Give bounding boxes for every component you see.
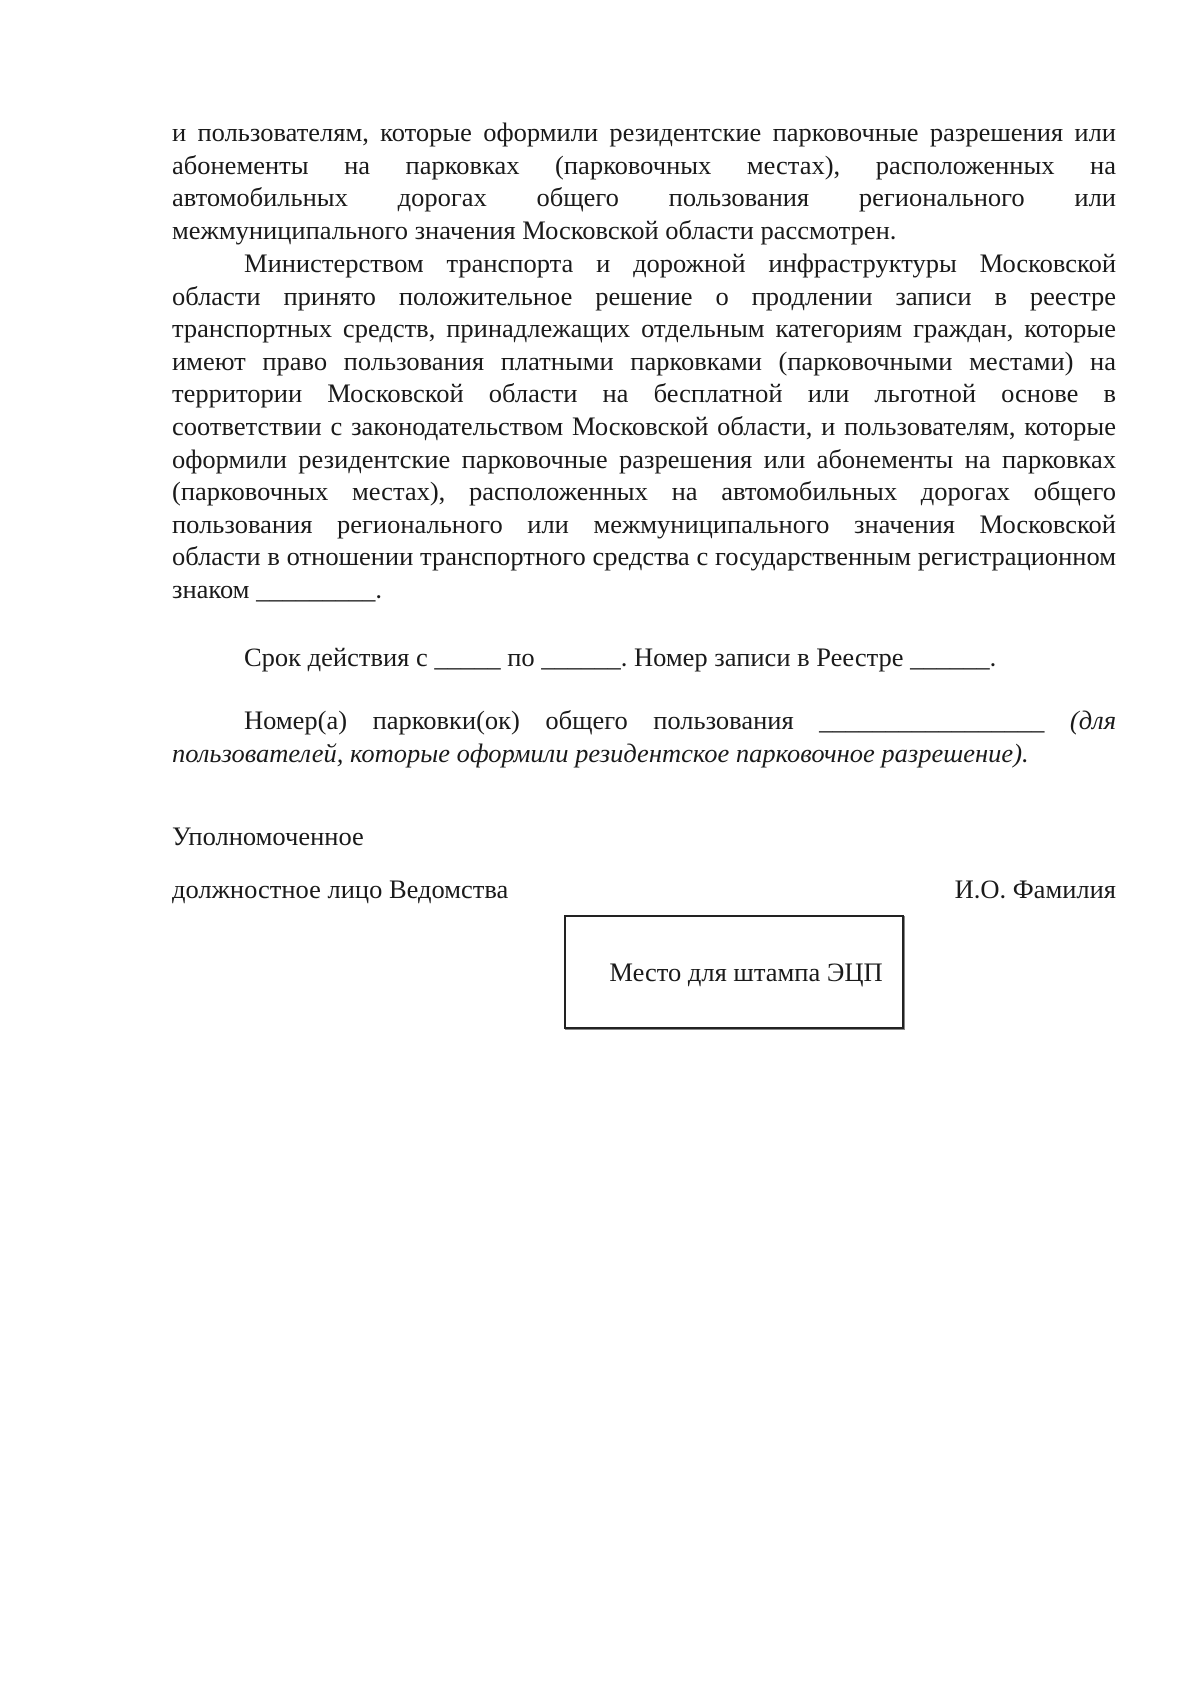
validity-line: Срок действия с _____ по ______. Номер записи в Реестре ______. bbox=[244, 642, 997, 672]
paragraph-decision: Министерством транспорта и дорожной инфраструктуры Московской области принято положительное решение о продлении записи в реестре транспортных средств, принадлежащих отдельным категориям граждан, которые имеют право пользования платными парковками (парковочными местами) на территории Московской области на бесплатной или льготной основе в соответствии с законодательством Московской области, и пользователям, которые оформили резидентские парковочные разрешения или абонементы на парковках (парковочных местах), расположенных на автомобильных дорогах общего пользования регионального или межмуниципального значения Московской области в отношении транспортного средства с государственным регистрационном знаком _________. bbox=[172, 248, 1116, 604]
signatory-title-line-1: Уполномоченное bbox=[172, 821, 364, 851]
parking-numbers-paragraph bbox=[172, 704, 1116, 769]
parking-numbers-lead: Номер(а) парковки(ок) общего пользования _________________ bbox=[244, 705, 1045, 735]
signatory-name: И.О. Фамилия bbox=[954, 874, 1116, 904]
paragraph-continuation: и пользователям, которые оформили резидентские парковочные разрешения или абонементы на парковках (парковочных местах), расположенных на автомобильных дорогах общего пользования регионального или межмуниципального значения Московской области рассмотрен. bbox=[172, 117, 1116, 245]
parking-numbers-note: (для пользователей, которые оформили резидентское парковочное разрешение). bbox=[172, 705, 1117, 768]
signature-stamp-box bbox=[564, 915, 904, 1029]
signatory-title-line-2: должностное лицо Ведомства bbox=[172, 874, 509, 904]
stamp-label: Место для штампа ЭЦП bbox=[609, 957, 883, 987]
